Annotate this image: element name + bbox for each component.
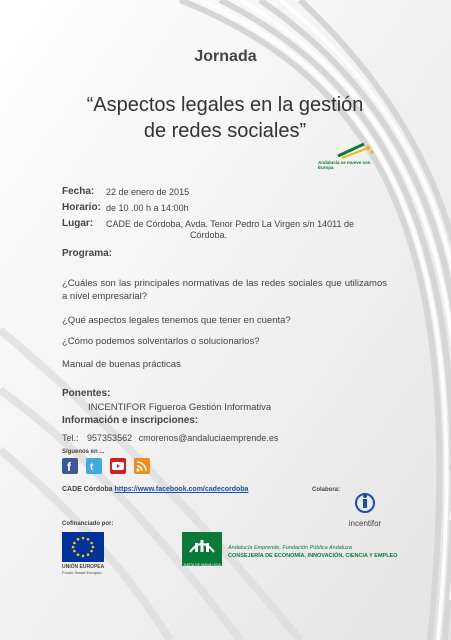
junta-emblem-icon bbox=[182, 532, 222, 558]
org-line2: CONSEJERÍA DE ECONOMÍA, INNOVACIÓN, CIENCIA Y EMPLEO bbox=[228, 553, 398, 559]
horario-label: Horario: bbox=[62, 202, 101, 213]
incentifor-logo bbox=[340, 492, 390, 526]
incentifor-text: incentifor bbox=[348, 519, 382, 528]
incentifor-emblem-icon bbox=[340, 492, 390, 514]
cade-line bbox=[62, 486, 248, 493]
speaker-description: Figueroa Gestión Informativa bbox=[148, 402, 272, 413]
fecha-label: Fecha: bbox=[62, 186, 95, 197]
tel-label: Tel.: bbox=[62, 433, 79, 443]
org-line1: Andalucía Emprende, Fundación Pública Andaluza bbox=[228, 545, 352, 551]
youtube-icon[interactable] bbox=[110, 458, 126, 474]
eu-caption-sub: Fondo Social Europeo bbox=[62, 570, 102, 575]
program-item-2: ¿Qué aspectos legales tenemos que tener en cuenta? bbox=[62, 315, 291, 326]
facebook-icon[interactable] bbox=[62, 458, 78, 474]
eu-flag-icon bbox=[62, 532, 104, 562]
speaker-name: INCENTIFOR bbox=[88, 402, 147, 413]
program-item-3: ¿Cómo podemos solventarlos o solucionarlos? bbox=[62, 336, 260, 347]
ponentes-value bbox=[88, 401, 271, 414]
ponentes-label: Ponentes: bbox=[62, 388, 111, 399]
twitter-icon[interactable] bbox=[86, 458, 102, 474]
colabora-label: Colabora: bbox=[312, 487, 341, 493]
social-label: Síguenos en ... bbox=[62, 449, 105, 455]
tel-value[interactable]: 957353562 bbox=[87, 433, 133, 443]
event-title-line2: de redes sociales” bbox=[143, 120, 307, 142]
svg-text:t: t bbox=[90, 462, 94, 473]
program-item-4: Manual de buenas prácticas bbox=[62, 359, 181, 370]
event-title-line1: “Aspectos legales en la gestión bbox=[86, 94, 364, 116]
program-item-1: ¿Cuáles son las principales normativas de las redes sociales que utilizamos a nivel empresarial? bbox=[62, 278, 387, 302]
programa-label: Programa: bbox=[62, 248, 113, 259]
cofinanciado-label: Cofinanciado por: bbox=[62, 521, 114, 527]
andalucia-europa-logo bbox=[318, 140, 378, 168]
cade-facebook-link[interactable]: https://www.facebook.com/cadecordoba bbox=[114, 486, 249, 493]
cade-label: CADE Córdoba bbox=[62, 486, 113, 493]
org-text bbox=[228, 544, 398, 560]
junta-andalucia-logo bbox=[182, 532, 222, 566]
email-link[interactable]: cmorenos@andaluciaemprende.es bbox=[138, 433, 279, 443]
lugar-line2: Córdoba. bbox=[190, 230, 228, 240]
lugar-label: Lugar: bbox=[62, 218, 94, 229]
fecha-value: 22 de enero de 2015 bbox=[106, 187, 190, 197]
event-title bbox=[40, 92, 410, 144]
eu-caption-title: UNIÓN EUROPEA bbox=[62, 564, 105, 570]
lugar-value bbox=[106, 219, 354, 241]
contact-line bbox=[62, 433, 278, 443]
svg-text:f: f bbox=[67, 460, 71, 474]
event-kind: Jornada bbox=[194, 48, 257, 65]
rss-icon[interactable] bbox=[134, 458, 150, 474]
junta-caption: JUNTA DE ANDALUCIA bbox=[183, 563, 221, 567]
info-label: Información e inscripciones: bbox=[62, 415, 199, 426]
horario-value: de 10 .00 h a 14:00h bbox=[106, 203, 189, 213]
eu-caption bbox=[62, 564, 112, 575]
andalucia-europa-text: Andalucía se mueve con Europa bbox=[318, 160, 371, 170]
lugar-line1: CADE de Córdoba, Avda. Tenor Pedro La Virgen s/n 14011 de bbox=[106, 219, 355, 229]
